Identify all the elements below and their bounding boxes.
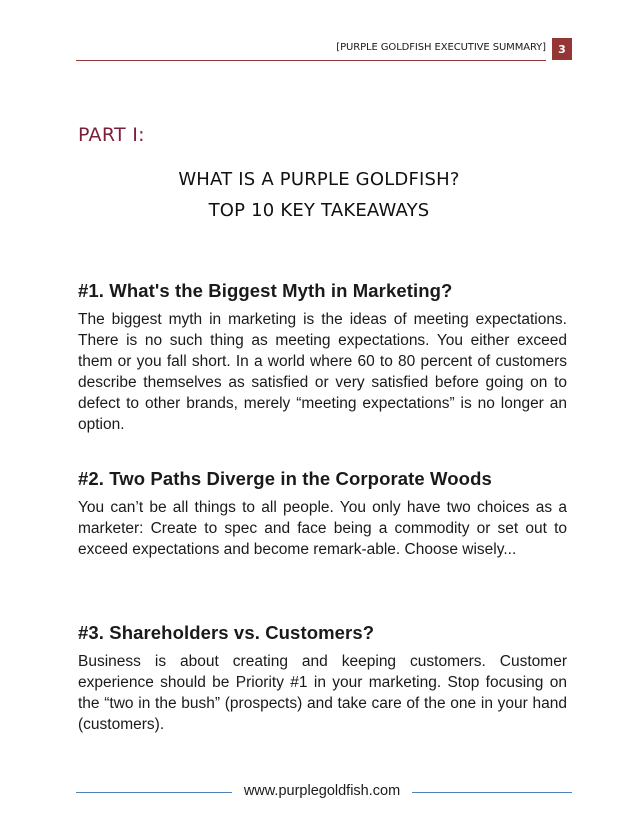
takeaway-body: You can’t be all things to all people. You only have two choices as a marketer: Create to spec and face being a commodity or set out to exceed expectations and become remark-able. Choose wisely... bbox=[78, 499, 567, 558]
footer-url[interactable]: www.purplegoldfish.com bbox=[243, 783, 401, 799]
header-rule bbox=[76, 60, 546, 61]
takeaway-heading: #1. What's the Biggest Myth in Marketing? bbox=[78, 280, 453, 301]
takeaway-heading: #2. Two Paths Diverge in the Corporate Woods bbox=[78, 468, 492, 489]
takeaway-body: Business is about creating and keeping customers. Customer experience should be Priority #1 in your marketing. Stop focusing on the “two in the bush” (prospects) and take care of the one in your hand (customers). bbox=[78, 653, 567, 733]
page-number-badge: 3 bbox=[552, 38, 572, 60]
page-header bbox=[76, 38, 572, 62]
takeaway-section-3 bbox=[78, 622, 567, 735]
takeaway-section-2 bbox=[78, 468, 567, 560]
header-title: [PURPLE GOLDFISH EXECUTIVE SUMMARY] bbox=[336, 42, 546, 53]
page-subtitle: TOP 10 KEY TAKEAWAYS bbox=[208, 200, 430, 221]
takeaway-body: The biggest myth in marketing is the ideas of meeting expectations. There is no such thing as meeting expectations. You either exceed them or you fall short. In a world where 60 to 80 percent of customers describe themselves as satisfied or very satisfied before going on to defect to other brands, merely “meeting expectations” is no longer an option. bbox=[78, 311, 567, 433]
takeaway-section-1 bbox=[78, 280, 567, 435]
footer-rule-right bbox=[412, 792, 572, 793]
page-title: WHAT IS A PURPLE GOLDFISH? bbox=[178, 169, 460, 190]
footer-rule-left bbox=[76, 792, 232, 793]
part-label: PART I: bbox=[78, 124, 145, 146]
takeaway-heading: #3. Shareholders vs. Customers? bbox=[78, 622, 375, 643]
